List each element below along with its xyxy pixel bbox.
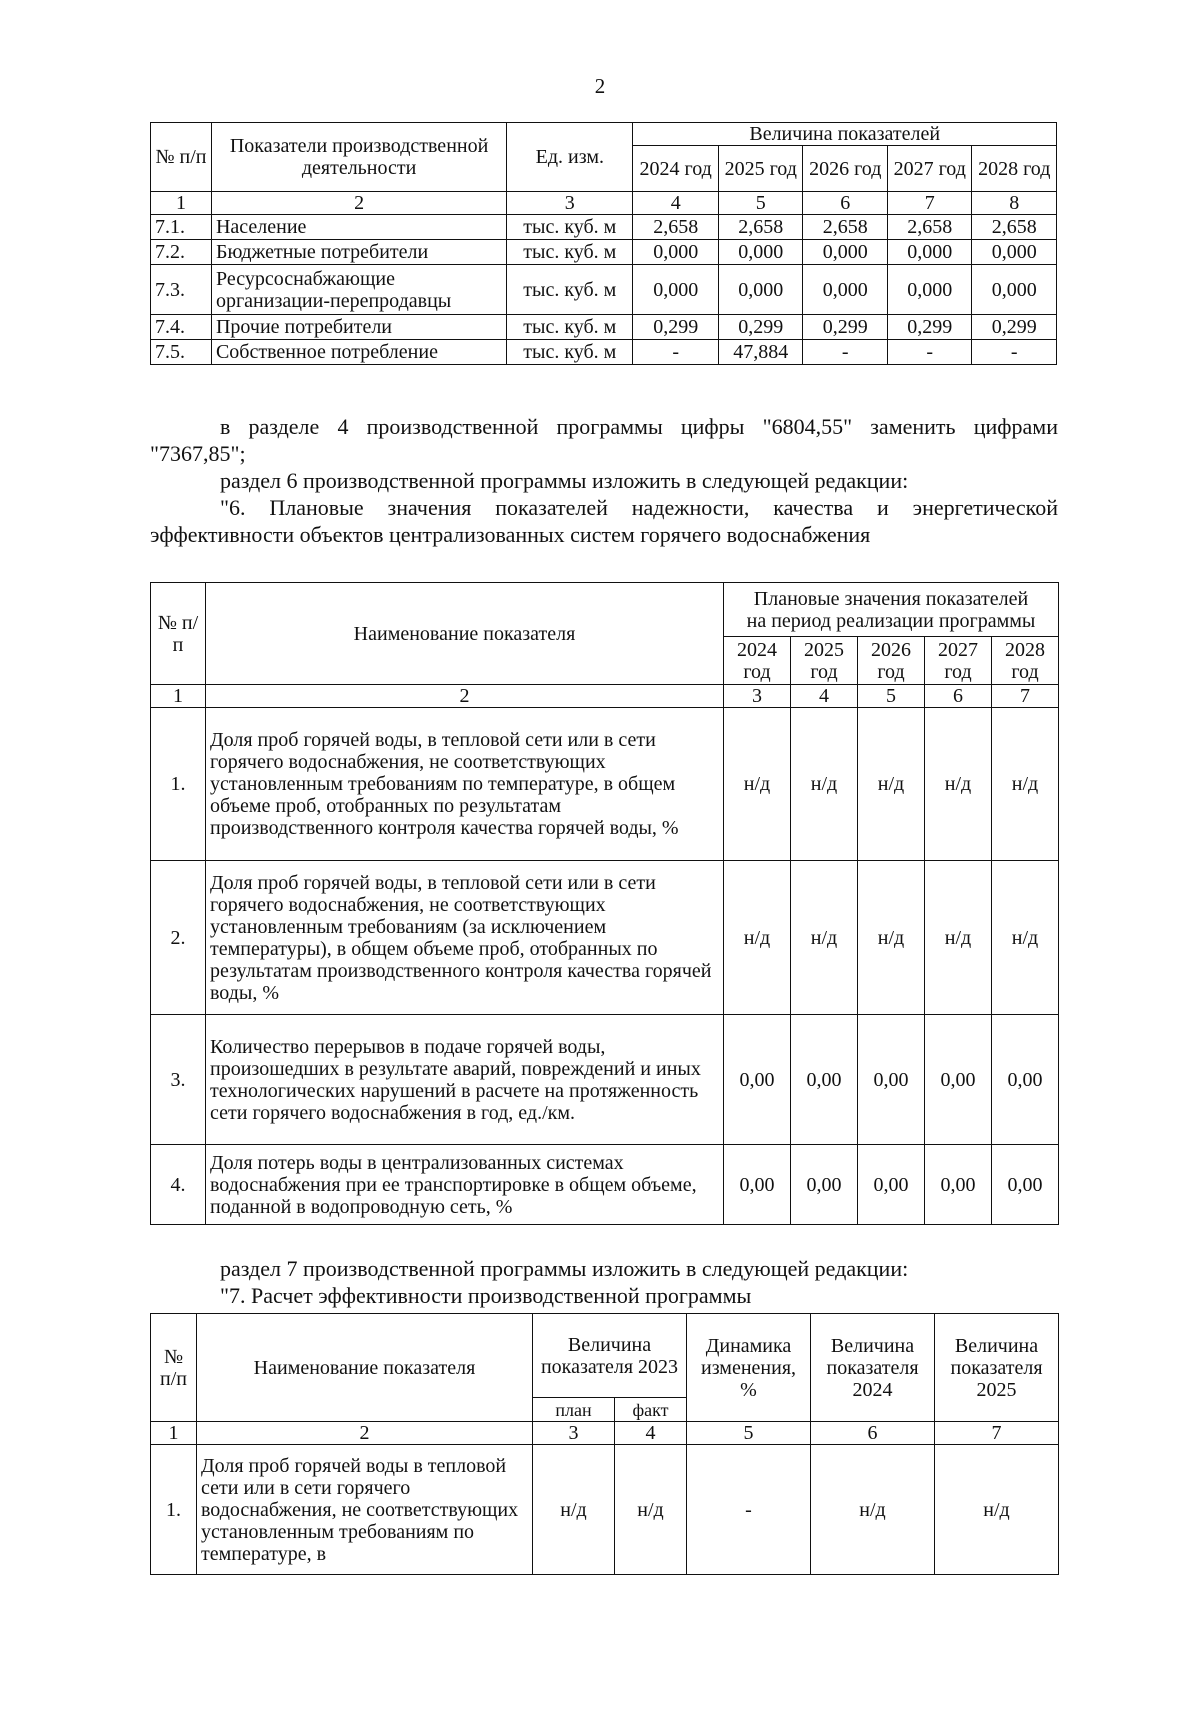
row-value: - [633, 340, 719, 365]
row-value: - [803, 340, 888, 365]
col-number: 1 [151, 192, 212, 215]
row-name: Ресурсоснабжающие организации-перепродавцы [211, 265, 506, 315]
row-name: Количество перерывов в подаче горячей воды, произошедших в результате аварий, повреждений и иных технологических нарушений в расчете на протяженность сети горячего водоснабжения в год, ед./км. [206, 1015, 724, 1145]
program-efficiency-table [150, 1313, 1059, 1575]
row-value: 0,299 [972, 315, 1057, 340]
paragraph-section6-intro: раздел 6 производственной программы изложить в следующей редакции: [220, 468, 909, 493]
header-name: Наименование показателя [197, 1314, 533, 1422]
header-group-line1: Плановые значения показателей [753, 587, 1029, 610]
row-num: 4. [151, 1145, 206, 1225]
row-value: н/д [791, 861, 858, 1015]
header-year: 2026 год [803, 146, 888, 192]
header-year: 2028 год [992, 637, 1059, 685]
column-numbers-row [151, 1422, 1059, 1445]
header-value-2023: Величина показателя 2023 [533, 1314, 687, 1398]
col-number: 2 [211, 192, 506, 215]
row-unit: тыс. куб. м [507, 215, 633, 240]
table-row [151, 708, 1059, 861]
row-value: - [972, 340, 1057, 365]
table-row [151, 1015, 1059, 1145]
column-numbers-row [151, 685, 1059, 708]
row-name: Доля проб горячей воды, в тепловой сети или в сети горячего водоснабжения, не соответствующих установленным требованиям по температуре, в общем объеме проб, отобранных по результатам производственного контроля качества горячей воды, % [206, 708, 724, 861]
row-value: 0,00 [992, 1145, 1059, 1225]
row-unit: тыс. куб. м [507, 265, 633, 315]
header-year: 2025 год [718, 146, 803, 192]
row-num: 1. [151, 1445, 197, 1575]
col-number: 7 [992, 685, 1059, 708]
row-value: 0,299 [718, 315, 803, 340]
table-row [151, 215, 1057, 240]
header-value-group: Величина показателей [633, 123, 1057, 146]
header-value-2025: Величина показателя 2025 [935, 1314, 1059, 1422]
row-num: 7.5. [151, 340, 212, 365]
col-number: 3 [533, 1422, 615, 1445]
row-value: 0,000 [803, 265, 888, 315]
paragraph-section7-intro: раздел 7 производственной программы изложить в следующей редакции: [220, 1256, 909, 1281]
page-number: 2 [594, 74, 606, 98]
row-value: 0,299 [633, 315, 719, 340]
row-value: н/д [858, 708, 925, 861]
col-number: 2 [206, 685, 724, 708]
row-name: Доля потерь воды в централизованных системах водоснабжения при ее транспортировке в общем объеме, поданной в водопроводную сеть, % [206, 1145, 724, 1225]
table-row [151, 240, 1057, 265]
col-number: 6 [803, 192, 888, 215]
row-num: 7.4. [151, 315, 212, 340]
header-name: Наименование показателя [206, 583, 724, 685]
row-value: 0,000 [972, 265, 1057, 315]
col-number: 1 [151, 1422, 197, 1445]
row-value: 0,000 [633, 240, 719, 265]
col-number: 6 [925, 685, 992, 708]
header-year: 2028 год [972, 146, 1057, 192]
row-value: 0,000 [972, 240, 1057, 265]
row-value: 0,000 [803, 240, 888, 265]
col-number: 4 [633, 192, 719, 215]
section7-heading: "7. Расчет эффективности производственной программы [220, 1283, 752, 1308]
col-number: 7 [887, 192, 972, 215]
row-value: н/д [925, 861, 992, 1015]
col-number: 4 [791, 685, 858, 708]
row-num: 7.1. [151, 215, 212, 240]
row-name: Прочие потребители [211, 315, 506, 340]
row-name: Бюджетные потребители [211, 240, 506, 265]
row-value: 2,658 [718, 215, 803, 240]
row-num: 3. [151, 1015, 206, 1145]
header-num: № п/п [151, 123, 212, 192]
header-year: 2027 год [925, 637, 992, 685]
col-number: 5 [687, 1422, 811, 1445]
row-value: 0,00 [858, 1015, 925, 1145]
row-value: 2,658 [972, 215, 1057, 240]
col-number: 4 [615, 1422, 687, 1445]
row-value: н/д [724, 708, 791, 861]
row-unit: тыс. куб. м [507, 340, 633, 365]
row-value: н/д [615, 1445, 687, 1575]
row-value: 0,00 [724, 1145, 791, 1225]
row-value: н/д [925, 708, 992, 861]
table-row [151, 1145, 1059, 1225]
col-number: 8 [972, 192, 1057, 215]
header-group-line2: на период реализации программы [746, 609, 1036, 632]
row-value: н/д [992, 861, 1059, 1015]
row-value: 0,00 [925, 1015, 992, 1145]
section6-heading: "6. Плановые значения показателей надежности, качества и энергетической [220, 495, 1058, 520]
table-row [151, 315, 1057, 340]
row-value: 47,884 [718, 340, 803, 365]
row-num: 7.2. [151, 240, 212, 265]
table-row [151, 1445, 1059, 1575]
row-value: н/д [858, 861, 925, 1015]
paragraph-section4-cont: "7367,85"; [150, 441, 246, 466]
col-number: 6 [811, 1422, 935, 1445]
row-value: 2,658 [887, 215, 972, 240]
row-value: н/д [992, 708, 1059, 861]
header-num: № п/п [151, 1314, 197, 1422]
row-value: н/д [533, 1445, 615, 1575]
row-value: 0,299 [887, 315, 972, 340]
row-value: 0,000 [887, 265, 972, 315]
row-value: н/д [724, 861, 791, 1015]
row-name: Собственное потребление [211, 340, 506, 365]
row-value: 0,000 [718, 265, 803, 315]
row-value: - [887, 340, 972, 365]
col-number: 3 [724, 685, 791, 708]
production-indicators-table [150, 122, 1057, 365]
row-unit: тыс. куб. м [507, 240, 633, 265]
row-value: 2,658 [633, 215, 719, 240]
row-value: 0,00 [724, 1015, 791, 1145]
row-value: 2,658 [803, 215, 888, 240]
header-num: № п/п [151, 583, 206, 685]
col-number: 7 [935, 1422, 1059, 1445]
row-num: 7.3. [151, 265, 212, 315]
col-number: 2 [197, 1422, 533, 1445]
row-value: 0,000 [633, 265, 719, 315]
header-year: 2024 год [633, 146, 719, 192]
row-value: 0,00 [992, 1015, 1059, 1145]
header-indicator: Показатели производственной деятельности [211, 123, 506, 192]
row-name: Доля проб горячей воды в тепловой сети или в сети горячего водоснабжения, не соответствующих установленным требованиям по температуре, в [197, 1445, 533, 1575]
header-value-2024: Величина показателя 2024 [811, 1314, 935, 1422]
header-fact: факт [615, 1398, 687, 1422]
header-plan: план [533, 1398, 615, 1422]
row-num: 2. [151, 861, 206, 1015]
header-year: 2026 год [858, 637, 925, 685]
row-value: н/д [811, 1445, 935, 1575]
row-unit: тыс. куб. м [507, 315, 633, 340]
row-value: 0,000 [887, 240, 972, 265]
row-name: Доля проб горячей воды, в тепловой сети или в сети горячего водоснабжения, не соответствующих установленным требованиям (за исключением температуры), в общем объеме проб, отобранных по результатам производственного контроля качества горячей воды, % [206, 861, 724, 1015]
row-value: н/д [791, 708, 858, 861]
header-dynamics: Динамика изменения, % [687, 1314, 811, 1422]
table-row [151, 340, 1057, 365]
planned-indicators-table [150, 582, 1059, 1225]
row-value: 0,00 [791, 1015, 858, 1145]
col-number: 3 [507, 192, 633, 215]
header-year: 2025 год [791, 637, 858, 685]
row-value: н/д [935, 1445, 1059, 1575]
row-num: 1. [151, 708, 206, 861]
table-row [151, 861, 1059, 1015]
row-name: Население [211, 215, 506, 240]
row-value: 0,299 [803, 315, 888, 340]
header-unit: Ед. изм. [507, 123, 633, 192]
row-value: 0,00 [858, 1145, 925, 1225]
col-number: 5 [858, 685, 925, 708]
column-numbers-row [151, 192, 1057, 215]
row-value: - [687, 1445, 811, 1575]
row-value: 0,000 [718, 240, 803, 265]
row-value: 0,00 [791, 1145, 858, 1225]
section6-heading-cont: эффективности объектов централизованных систем горячего водоснабжения [150, 522, 871, 547]
col-number: 5 [718, 192, 803, 215]
header-group [724, 583, 1059, 637]
row-value: 0,00 [925, 1145, 992, 1225]
paragraph-section4: в разделе 4 производственной программы цифры "6804,55" заменить цифрами [220, 414, 1058, 439]
table-row [151, 265, 1057, 315]
header-year: 2024 год [724, 637, 791, 685]
header-year: 2027 год [887, 146, 972, 192]
col-number: 1 [151, 685, 206, 708]
